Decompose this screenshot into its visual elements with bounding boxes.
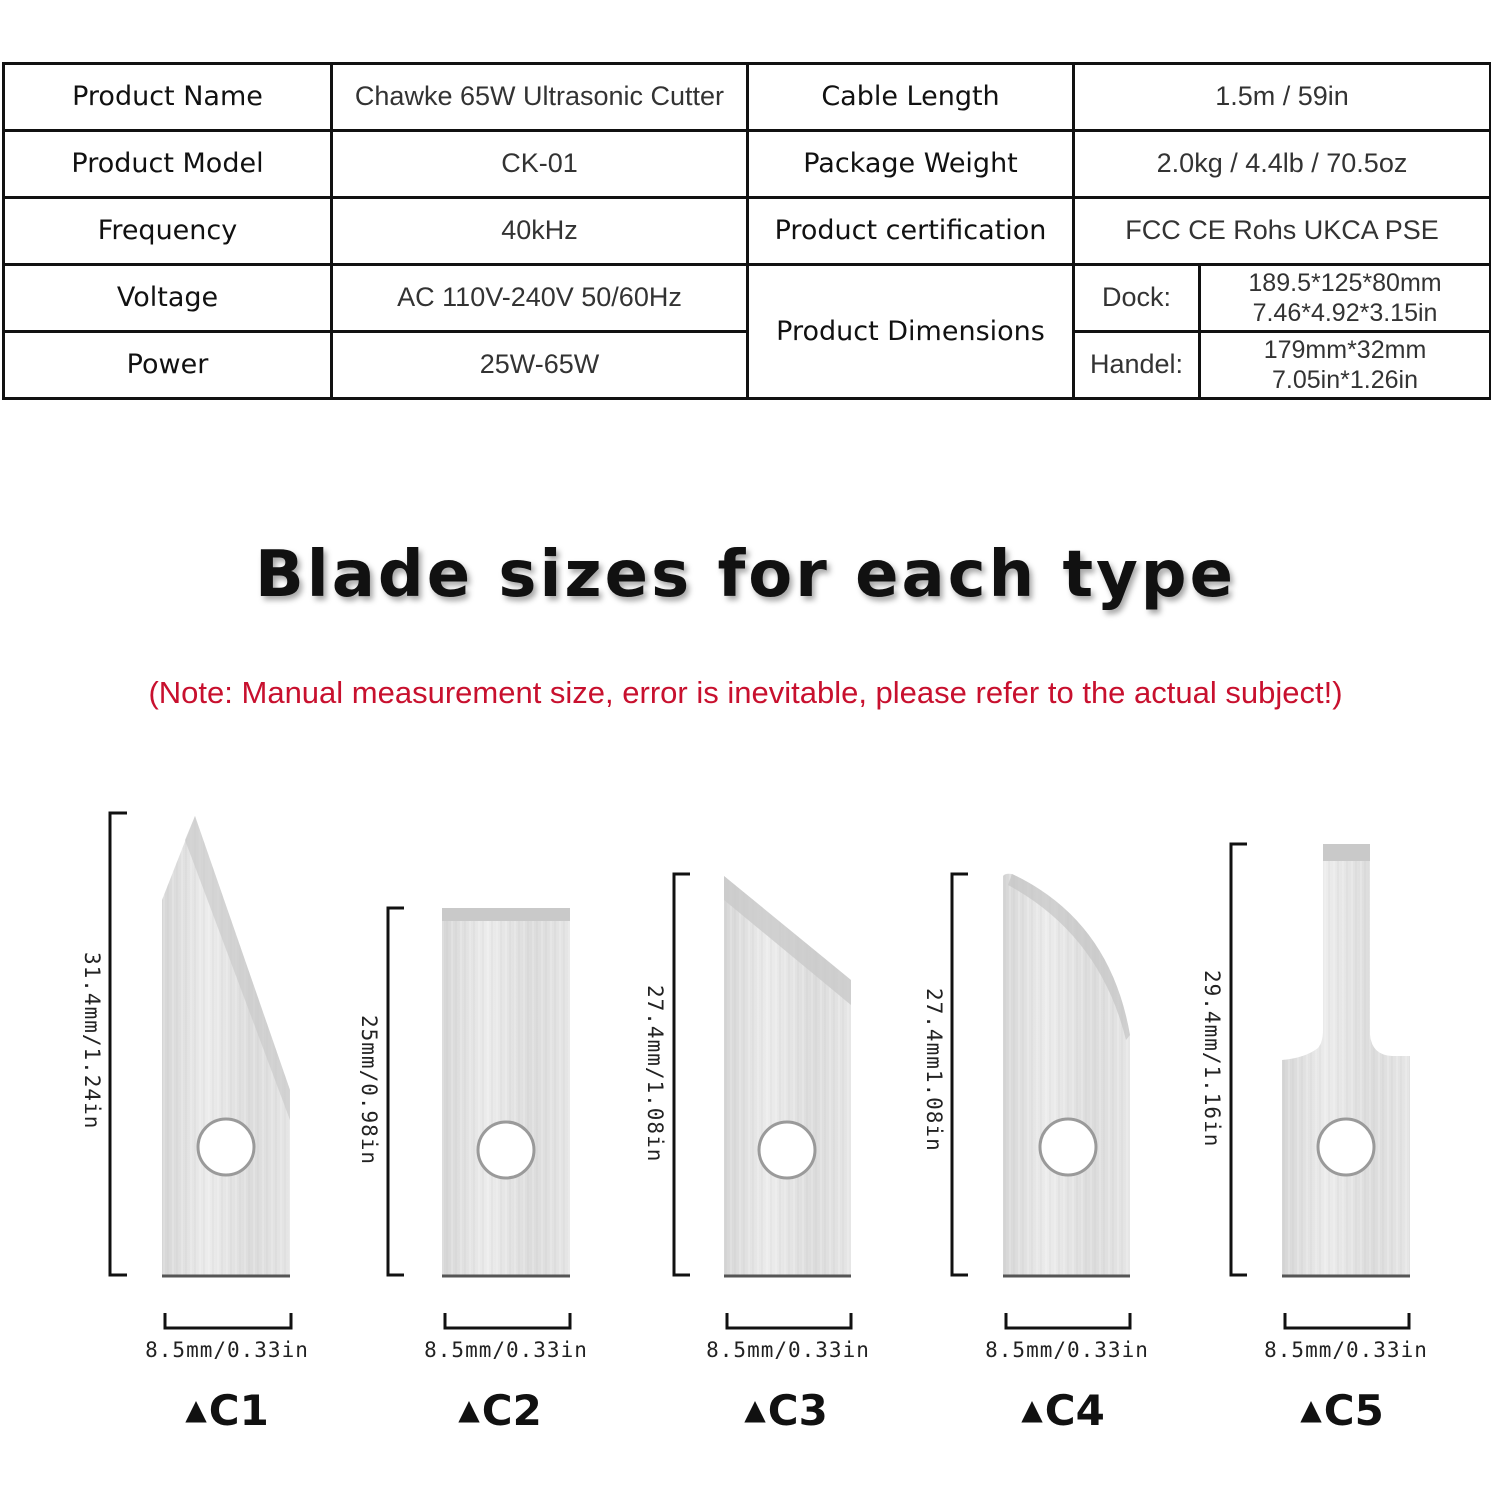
product-model-value: CK-01: [332, 131, 748, 198]
triangle-icon: ▲: [1300, 1393, 1322, 1426]
c4-width-bracket: [1006, 1313, 1130, 1328]
c5-height-label: 29.4mm/1.16in: [1200, 970, 1224, 1148]
c5-width-label: 8.5mm/0.33in: [1264, 1338, 1428, 1362]
certification-label: Product certification: [748, 198, 1074, 265]
certification-value: FCC CE Rohs UKCA PSE: [1074, 198, 1491, 265]
c2-name: [400, 1386, 600, 1435]
dock-dimensions: [1200, 265, 1491, 332]
c1-width-label: 8.5mm/0.33in: [145, 1338, 309, 1362]
c3-width-label: 8.5mm/0.33in: [706, 1338, 870, 1362]
triangle-icon: ▲: [744, 1393, 766, 1426]
triangle-icon: ▲: [185, 1393, 207, 1426]
voltage-value: AC 110V-240V 50/60Hz: [332, 265, 748, 332]
triangle-icon: ▲: [1021, 1393, 1043, 1426]
table-row: [4, 131, 1491, 198]
triangle-icon: ▲: [458, 1393, 480, 1426]
c2-name-text: C2: [481, 1386, 542, 1435]
cable-length-label: Cable Length: [748, 64, 1074, 131]
c2-height-bracket: [388, 908, 404, 1275]
c3-height-label: 27.4mm/1.08in: [643, 985, 667, 1163]
table-row: [4, 198, 1491, 265]
blade-diagrams: [0, 790, 1491, 1470]
section-heading: Blade sizes for each type: [254, 538, 1237, 612]
package-weight-label: Package Weight: [748, 131, 1074, 198]
c3-blade: [724, 876, 851, 1277]
dock-dimensions-mm: 189.5*125*80mm: [1248, 269, 1442, 297]
handle-label: Handel:: [1074, 332, 1200, 399]
specification-table: [2, 62, 1491, 400]
dock-dimensions-in: 7.46*4.92*3.15in: [1252, 299, 1438, 327]
c3-name-text: C3: [767, 1386, 828, 1435]
c3-name: [686, 1386, 886, 1435]
c1-blade: [162, 816, 290, 1277]
c4-blade: [1003, 874, 1130, 1277]
power-label: Power: [4, 332, 332, 399]
handle-dimensions-mm: 179mm*32mm: [1263, 336, 1427, 364]
c2-width-bracket: [445, 1313, 570, 1328]
c3-height-bracket: [674, 874, 690, 1275]
measurement-note: (Note: Manual measurement size, error is inevitable, please refer to the actual subject!): [148, 675, 1343, 710]
c5-width-bracket: [1285, 1313, 1409, 1328]
c2-width-label: 8.5mm/0.33in: [424, 1338, 588, 1362]
c1-width-bracket: [165, 1313, 291, 1328]
blade-illustrations: [0, 790, 1491, 1470]
table-row: [4, 332, 1491, 399]
c5-blade: [1282, 844, 1410, 1277]
voltage-label: Voltage: [4, 265, 332, 332]
handle-dimensions-in: 7.05in*1.26in: [1272, 366, 1418, 394]
c1-name-text: C1: [208, 1386, 269, 1435]
c3-width-bracket: [727, 1313, 851, 1328]
c1-name: [127, 1386, 327, 1435]
table-row: [4, 265, 1491, 332]
c4-name-text: C4: [1044, 1386, 1105, 1435]
dimensions-label: Product Dimensions: [748, 265, 1074, 399]
c1-height-label: 31.4mm/1.24in: [80, 952, 104, 1130]
c4-height-label: 27.4mm1.08in: [922, 988, 946, 1152]
c4-name: [963, 1386, 1163, 1435]
power-value: 25W-65W: [332, 332, 748, 399]
handle-dimensions: [1200, 332, 1491, 399]
product-name-value: Chawke 65W Ultrasonic Cutter: [332, 64, 748, 131]
width-brackets: [165, 1313, 1409, 1328]
product-name-label: Product Name: [4, 64, 332, 131]
c1-height-bracket: [110, 813, 127, 1275]
c2-height-label: 25mm/0.98in: [357, 1015, 381, 1166]
package-weight-value: 2.0kg / 4.4lb / 70.5oz: [1074, 131, 1491, 198]
c4-width-label: 8.5mm/0.33in: [985, 1338, 1149, 1362]
c4-height-bracket: [952, 874, 968, 1275]
dock-label: Dock:: [1074, 265, 1200, 332]
c2-blade: [442, 908, 570, 1277]
product-model-label: Product Model: [4, 131, 332, 198]
frequency-value: 40kHz: [332, 198, 748, 265]
cable-length-value: 1.5m / 59in: [1074, 64, 1491, 131]
table-row: [4, 64, 1491, 131]
c5-name: [1242, 1386, 1442, 1435]
c5-name-text: C5: [1323, 1386, 1384, 1435]
frequency-label: Frequency: [4, 198, 332, 265]
c5-height-bracket: [1231, 844, 1247, 1275]
